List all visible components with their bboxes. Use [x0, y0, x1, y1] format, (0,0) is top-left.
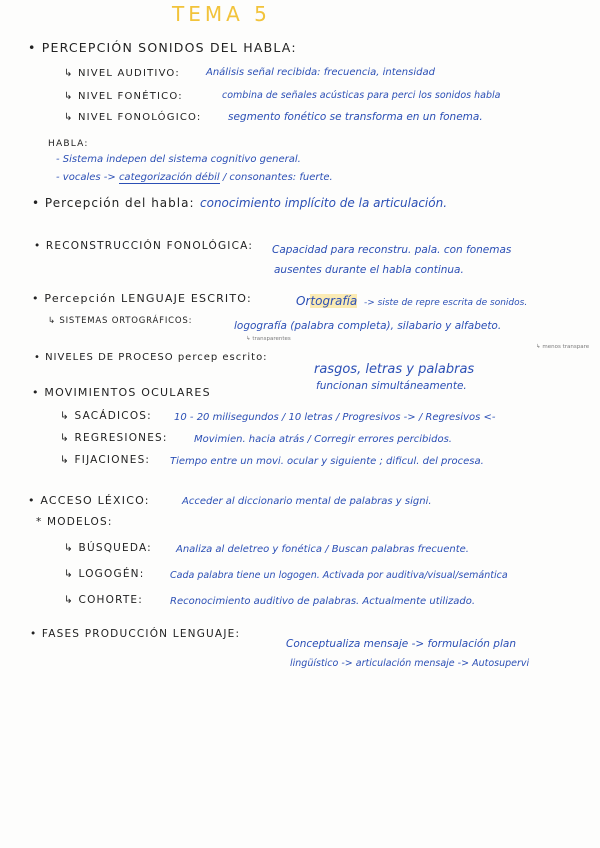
heading-percepcion-sonidos: • PERCEPCIÓN SONIDOS DEL HABLA: [28, 40, 297, 55]
sacadicos-label: ↳ SACÁDICOS: [60, 410, 152, 422]
heading-lenguaje-escrito: • Percepción LENGUAJE ESCRITO: [32, 292, 252, 305]
habla-label: HABLA: [48, 139, 89, 149]
logogen-text: Cada palabra tiene un logogen. Activada por auditiva/visual/semántica [170, 570, 508, 581]
heading-movimientos-oculares: • MOVIMIENTOS OCULARES [32, 386, 211, 399]
ortografia-text: -> siste de repre escrita de sonidos. [364, 298, 528, 308]
fijaciones-text: Tiempo entre un movi. ocular y siguiente ; dificul. del procesa. [170, 456, 484, 467]
regresiones-text: Movimien. hacia atrás / Corregir errores percibidos. [194, 434, 452, 445]
nivel-fonologico-text: segmento fonético se transforma en un fonema. [228, 111, 483, 123]
sacadicos-text: 10 - 20 milisegundos / 10 letras / Progresivos -> / Regresivos <- [174, 412, 496, 423]
reconstruccion-text-1: Capacidad para reconstru. pala. con fonemas [272, 244, 512, 256]
note-transparentes: ↳ transparentes [246, 336, 291, 342]
heading-acceso-lexico: • ACCESO LÉXICO: [28, 494, 150, 507]
nivel-fonetico-label: ↳ NIVEL FONÉTICO: [64, 91, 183, 102]
percepcion-habla-text: conocimiento implícito de la articulación. [200, 196, 448, 210]
habla-line-2: - vocales -> categorización débil / consonantes: fuerte. [56, 172, 333, 183]
reconstruccion-text-2: ausentes durante el habla continua. [274, 264, 464, 276]
sistemas-ortograficos-label: ↳ SISTEMAS ORTOGRÁFICOS: [48, 316, 193, 326]
cohorte-label: ↳ COHORTE: [64, 594, 144, 606]
busqueda-label: ↳ BÚSQUEDA: [64, 542, 152, 554]
modelos-label: * MODELOS: [36, 516, 113, 528]
habla-line-1: - Sistema indepen del sistema cognitivo general. [56, 154, 301, 165]
fases-produccion-text-2: lingüístico -> articulación mensaje -> Autosupervi [290, 658, 530, 669]
heading-fases-produccion: • FASES PRODUCCIÓN LENGUAJE: [30, 628, 241, 640]
regresiones-label: ↳ REGRESIONES: [60, 432, 168, 444]
heading-percepcion-habla: • Percepción del habla: [32, 196, 195, 210]
acceso-lexico-text: Acceder al diccionario mental de palabras y signi. [182, 496, 432, 507]
busqueda-text: Analiza al deletreo y fonética / Buscan palabras frecuente. [176, 544, 469, 555]
page-title: TEMA 5 [172, 2, 271, 26]
cohorte-text: Reconocimiento auditivo de palabras. Actualmente utilizado. [170, 596, 475, 607]
niveles-proceso-text-2: funcionan simultáneamente. [316, 380, 467, 392]
nivel-fonetico-text: combina de señales acústicas para perci los sonidos habla [222, 90, 501, 101]
note-menos-transparentes: ↳ menos transpare [536, 344, 590, 350]
heading-reconstruccion: • RECONSTRUCCIÓN FONOLÓGICA: [34, 240, 254, 252]
nivel-auditivo-text: Análisis señal recibida: frecuencia, intensidad [206, 67, 435, 78]
sistemas-ortograficos-text: logografía (palabra completa), silabario y alfabeto. [234, 320, 502, 332]
niveles-proceso-text-1: rasgos, letras y palabras [314, 362, 475, 377]
fijaciones-label: ↳ FIJACIONES: [60, 454, 151, 466]
fases-produccion-text-1: Conceptualiza mensaje -> formulación plan [286, 638, 516, 650]
ortografia-word: Ortografía [296, 294, 358, 308]
nivel-fonologico-label: ↳ NIVEL FONOLÓGICO: [64, 112, 202, 123]
logogen-label: ↳ LOGOGÉN: [64, 568, 145, 580]
heading-niveles-proceso: • NIVELES DE PROCESO percep escrito: [34, 352, 268, 363]
nivel-auditivo-label: ↳ NIVEL AUDITIVO: [64, 68, 180, 79]
